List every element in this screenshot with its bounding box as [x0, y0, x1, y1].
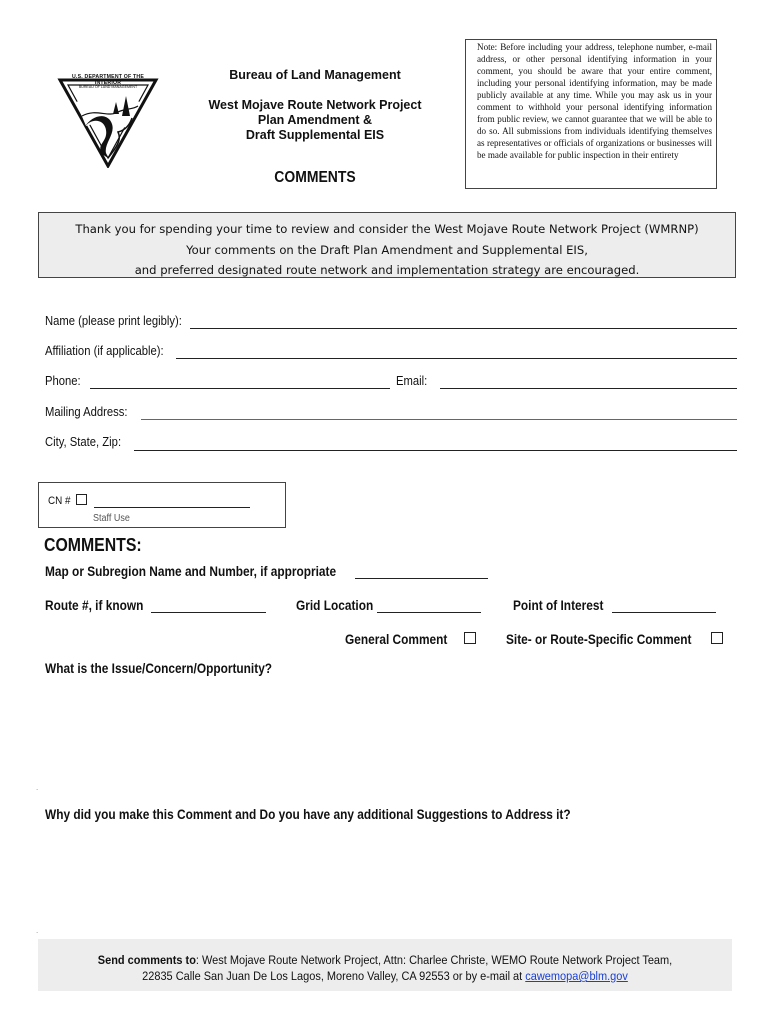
cn-checkbox[interactable] — [76, 494, 87, 505]
point-of-interest-label: Point of Interest — [513, 598, 604, 613]
name-field[interactable] — [190, 328, 737, 329]
route-field[interactable] — [151, 612, 266, 613]
grid-location-field[interactable] — [377, 612, 481, 613]
staff-use-box — [38, 482, 286, 528]
why-answer-area[interactable] — [44, 826, 734, 926]
project-title-line3: Draft Supplemental EIS — [245, 128, 385, 142]
affiliation-field[interactable] — [176, 358, 737, 359]
site-route-comment-label: Site- or Route-Specific Comment — [506, 632, 692, 647]
email-field[interactable] — [440, 388, 737, 389]
thanks-line2: Your comments on the Draft Plan Amendment and Supplemental EIS, — [186, 242, 588, 257]
site-route-comment-checkbox[interactable] — [711, 632, 723, 644]
general-comment-checkbox[interactable] — [464, 632, 476, 644]
staff-use-label: Staff Use — [93, 513, 130, 524]
comments-section-title: COMMENTS: — [44, 535, 142, 555]
divider-dot: . — [36, 926, 39, 935]
footer-line1 — [73, 952, 698, 968]
affiliation-label: Affiliation (if applicable): — [45, 344, 164, 358]
general-comment-label: General Comment — [345, 632, 448, 647]
thank-you-box — [38, 212, 736, 278]
route-label: Route #, if known — [45, 598, 144, 613]
send-comments-label: Send comments to — [97, 953, 196, 967]
privacy-note: Note: Before including your address, telephone number, e-mail address, or other personal identifying information in your comment, you should be aware that your entire comment, including your personal identifying information, may be made publicly available at any time. While you may ask us in your comment to withhold your personal identifying information from public review, we cannot guarantee that we will be able to do so. All submissions from individuals identifying themselves as representatives or officials of organizations or businesses will be made available for public inspection in their entirety — [465, 39, 717, 189]
page-title: COMMENTS — [274, 169, 356, 186]
issue-answer-area[interactable] — [44, 680, 734, 790]
name-label: Name (please print legibly): — [45, 314, 182, 328]
project-title-line1: West Mojave Route Network Project — [208, 98, 422, 112]
point-of-interest-field[interactable] — [612, 612, 716, 613]
city-state-zip-field[interactable] — [134, 450, 737, 451]
city-state-zip-label: City, State, Zip: — [45, 435, 122, 449]
divider-dot: . — [36, 783, 39, 792]
agency-name: Bureau of Land Management — [229, 68, 401, 82]
grid-location-label: Grid Location — [296, 598, 374, 613]
issue-question: What is the Issue/Concern/Opportunity? — [45, 661, 273, 676]
footer-line2 — [73, 968, 698, 984]
thanks-line1: Thank you for spending your time to review and consider the West Mojave Route Network Project (WMRNP) — [75, 222, 699, 236]
map-subregion-label: Map or Subregion Name and Number, if appropriate — [45, 564, 337, 579]
phone-label: Phone: — [45, 374, 81, 388]
project-title-line2: Plan Amendment & — [257, 113, 373, 127]
email-link[interactable]: cawemopa@blm.gov — [525, 969, 628, 983]
logo-sub-text: BUREAU OF LAND MANAGEMENT — [78, 85, 138, 89]
why-question: Why did you make this Comment and Do you have any additional Suggestions to Address it? — [45, 807, 571, 822]
email-label: Email: — [396, 374, 428, 388]
mailing-address-label: Mailing Address: — [45, 405, 128, 419]
footer-address-line2: 22835 Calle San Juan De Los Lagos, Moreno Valley, CA 92553 or by e-mail at — [142, 969, 526, 983]
mailing-address-field[interactable] — [141, 419, 737, 420]
cn-field[interactable] — [94, 507, 250, 508]
footer-address-line1: : West Mojave Route Network Project, Attn: Charlee Christe, WEMO Route Network Project Team, — [195, 953, 673, 967]
blm-logo — [56, 72, 160, 168]
thanks-line3: and preferred designated route network and implementation strategy are encouraged. — [134, 263, 640, 277]
cn-label: CN # — [48, 495, 71, 507]
map-subregion-field[interactable] — [355, 578, 488, 579]
phone-field[interactable] — [90, 388, 390, 389]
footer-send-comments — [38, 939, 732, 991]
logo-top-text: U.S. DEPARTMENT OF THE INTERIOR — [71, 74, 145, 86]
